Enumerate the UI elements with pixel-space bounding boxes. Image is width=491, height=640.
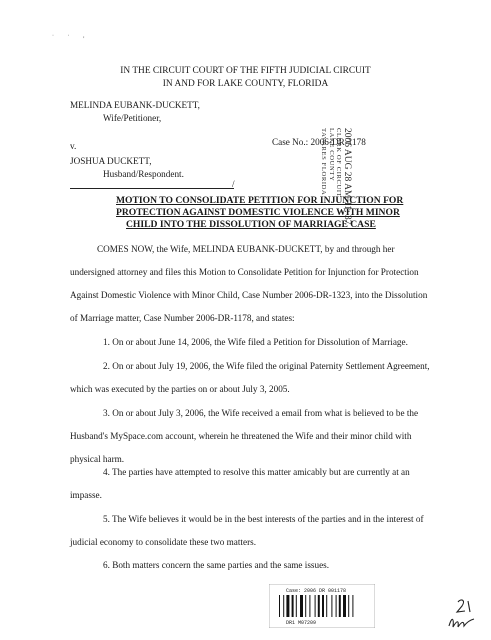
barcode-bar	[348, 595, 349, 617]
intro-line-3: Against Domestic Violence with Minor Child, Case Number 2006-DR-1323, into the Dissolution	[70, 290, 428, 300]
handwritten-page-number	[457, 600, 470, 612]
barcode-bar	[336, 595, 337, 617]
court-heading-line2: IN AND FOR LAKE COUNTY, FLORIDA	[162, 79, 329, 89]
petitioner-role: Wife/Petitioner,	[103, 113, 162, 123]
stamp-clerk-line-1: CLERK OF CIRCUIT	[335, 128, 342, 198]
intro-line-4: of Marriage matter, Case Number 2006-DR-1178, and states:	[70, 313, 295, 323]
barcode-bar	[343, 595, 346, 617]
barcode-bar	[296, 595, 297, 617]
item-3-line-2: Husband's MySpace.com account, wherein he threatened the Wife and their minor child with	[70, 431, 412, 441]
caption-slash: /	[232, 179, 235, 189]
barcode-bar	[352, 595, 353, 617]
barcode-bar	[339, 595, 341, 617]
item-1-line-1: 1. On or about June 14, 2006, the Wife filed a Petition for Dissolution of Marriage.	[103, 337, 408, 347]
barcode-bar	[326, 595, 327, 617]
versus-label: v.	[70, 141, 77, 151]
item-2-line-2: which was executed by the parties on or about July 3, 2005.	[70, 384, 290, 394]
barcode-bar	[286, 595, 289, 617]
stamp-clerk-line-2: LAKE COUNTY	[327, 128, 335, 182]
barcode-bar	[322, 595, 324, 617]
respondent-name: JOSHUA DUCKETT,	[70, 156, 152, 166]
barcode-case-label: Case: 2006 DR 001178	[286, 588, 347, 594]
barcode-code-label: DR1 M07209	[286, 620, 317, 626]
item-5-line-2: judicial economy to consolidate these two matters.	[70, 537, 256, 547]
stamp-date-line: 2006 AUG 28 AM 11: 37	[342, 128, 352, 225]
motion-title-line3: CHILD INTO THE DISSOLUTION OF MARRIAGE CASE	[126, 219, 376, 230]
barcode-bar	[279, 595, 280, 617]
item-4-line-2: impasse.	[70, 490, 102, 500]
barcode-bar	[292, 595, 294, 617]
handwritten-page-marks	[444, 596, 484, 636]
barcode-bar	[315, 595, 316, 617]
item-3-line-1: 3. On or about July 3, 2006, the Wife received a email from what is believed to be the	[103, 408, 419, 418]
stamp-clerk-line-3: TAVARES FLORIDA	[320, 128, 328, 196]
barcode-bar	[309, 595, 310, 617]
barcode-bar	[331, 595, 332, 617]
intro-line-1: COMES NOW, the Wife, MELINDA EUBANK-DUCKETT, by and through her	[97, 244, 395, 254]
barcode-bar	[300, 595, 303, 617]
barcode-sticker	[269, 584, 375, 628]
intro-line-2: undersigned attorney and files this Motion to Consolidate Petition for Injunction for Protection	[70, 267, 419, 277]
barcode-bar	[305, 595, 306, 617]
caption-underline	[70, 188, 234, 189]
court-heading-line1: IN THE CIRCUIT COURT OF THE FIFTH JUDICIAL CIRCUIT	[120, 66, 371, 76]
item-2-line-1: 2. On or about July 19, 2006, the Wife filed the original Paternity Settlement Agreement,	[103, 361, 430, 371]
item-3-line-3: physical harm.	[70, 454, 125, 464]
barcode-bar	[283, 595, 284, 617]
case-number: Case No.: 2006-DR-1178	[272, 137, 366, 147]
item-6-line-1: 6. Both matters concern the same parties and the same issues.	[103, 560, 330, 570]
item-4-line-1: 4. The parties have attempted to resolve this matter amicably but are currently at an	[103, 467, 410, 477]
motion-title-line2: PROTECTION AGAINST DOMESTIC VIOLENCE WITH MINOR	[116, 207, 400, 218]
petitioner-name: MELINDA EUBANK-DUCKETT,	[70, 100, 200, 110]
item-5-line-1: 5. The Wife believes it would be in the best interests of the parties and in the interest of	[103, 514, 424, 524]
respondent-role: Husband/Respondent.	[103, 169, 184, 179]
handwritten-initials	[449, 619, 474, 627]
motion-title-line1: MOTION TO CONSOLIDATE PETITION FOR INJUNCTION FOR	[116, 195, 404, 206]
scan-marks: · · ,	[52, 33, 91, 39]
barcode-bar	[318, 595, 320, 617]
